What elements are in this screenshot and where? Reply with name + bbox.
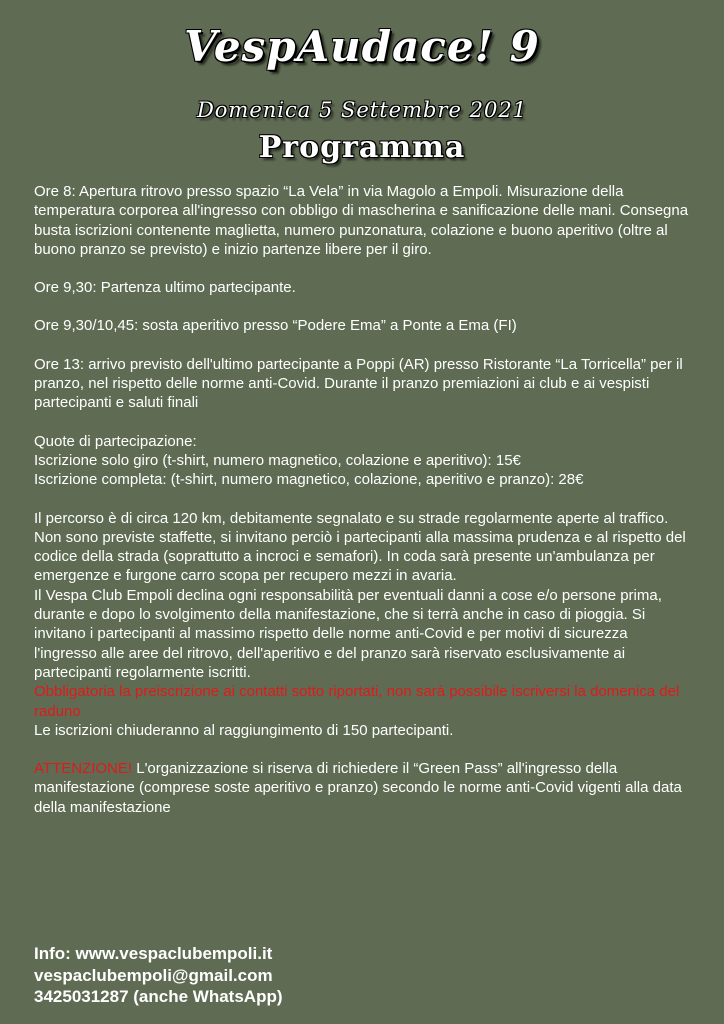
green-pass-notice — [34, 759, 694, 817]
registration-closing: Le iscrizioni chiuderanno al raggiungimento di 150 partecipanti. — [34, 721, 454, 739]
program-item-last-departure: Ore 9,30: Partenza ultimo partecipante. — [34, 279, 296, 297]
phone-number[interactable]: 3425031287 (anche WhatsApp) — [34, 987, 283, 1006]
route-description: Il percorso è di circa 120 km, debitamente segnalato e su strade regolarmente aperte al traffico. Non sono previste staffette, si invitano perciò i partecipanti alla massima prudenza e al rispetto del codice della strada (soprattutto a incroci e semafori). In coda sarà presente un'ambulanza per emergenze e furgone carro scopa per recupero mezzi in avaria. — [34, 509, 686, 585]
attention-label: ATTENZIONE! — [34, 760, 133, 778]
attention-text: L'organizzazione si riserva di richiedere il “Green Pass” all'ingresso della manifestazione (comprese soste aperitivo e pranzo) secondo le norme anti-Covid vigenti alla data della manifestazione — [34, 760, 682, 816]
fee-tour-only: Iscrizione solo giro (t-shirt, numero magnetico, colazione e aperitivo): 15€ — [34, 451, 521, 469]
program-heading: Programma — [258, 130, 466, 165]
program-body — [34, 182, 694, 817]
event-title: VespAudace! 9 — [184, 22, 540, 71]
preregistration-warning: Obbligatoria la preiscrizione ai contatti sotto riportati, non sarà possibile iscriversi la domenica del raduno — [34, 683, 680, 720]
program-item-aperitivo: Ore 9,30/10,45: sosta aperitivo presso “Podere Ema” a Ponte a Ema (FI) — [34, 317, 517, 335]
fees-heading: Quote di partecipazione: — [34, 432, 197, 450]
program-item-opening: Ore 8: Apertura ritrovo presso spazio “La Vela” in via Magolo a Empoli. Misurazione della temperatura corporea all'ingresso con obbligo di mascherina e sanificazione delle mani. Consegna busta iscrizioni contenente maglietta, numero punzonatura, colazione e buono aperitivo (oltre al buono pranzo se previsto) e inizio partenze libere per il giro. — [34, 183, 689, 258]
website-link[interactable]: Info: www.vespaclubempoli.it — [34, 944, 273, 963]
event-date: Domenica 5 Settembre 2021 — [196, 98, 528, 122]
email-link[interactable]: vespaclubempoli@gmail.com — [34, 965, 273, 985]
fee-full: Iscrizione completa: (t-shirt, numero magnetico, colazione, aperitivo e pranzo): 28€ — [34, 471, 584, 489]
disclaimer: Il Vespa Club Empoli declina ogni responsabilità per eventuali danni a cose e/o persone prima, durante e dopo lo svolgimento della manifestazione, che si terrà anche in caso di pioggia. Si invitano i partecipanti al massimo rispetto delle norme anti-Covid e per motivi di sicurezza l'ingresso alle aree del ritrovo, dell'aperitivo e del pranzo sarà riservato esclusivamente ai partecipanti regolarmente iscritti. — [34, 586, 662, 681]
program-item-lunch: Ore 13: arrivo previsto dell'ultimo partecipante a Poppi (AR) presso Ristorante “La Torricella” per il pranzo, nel rispetto delle norme anti-Covid. Durante il pranzo premiazioni ai club e ai vespisti partecipanti e saluti finali — [34, 355, 683, 412]
contact-info — [34, 943, 694, 1008]
